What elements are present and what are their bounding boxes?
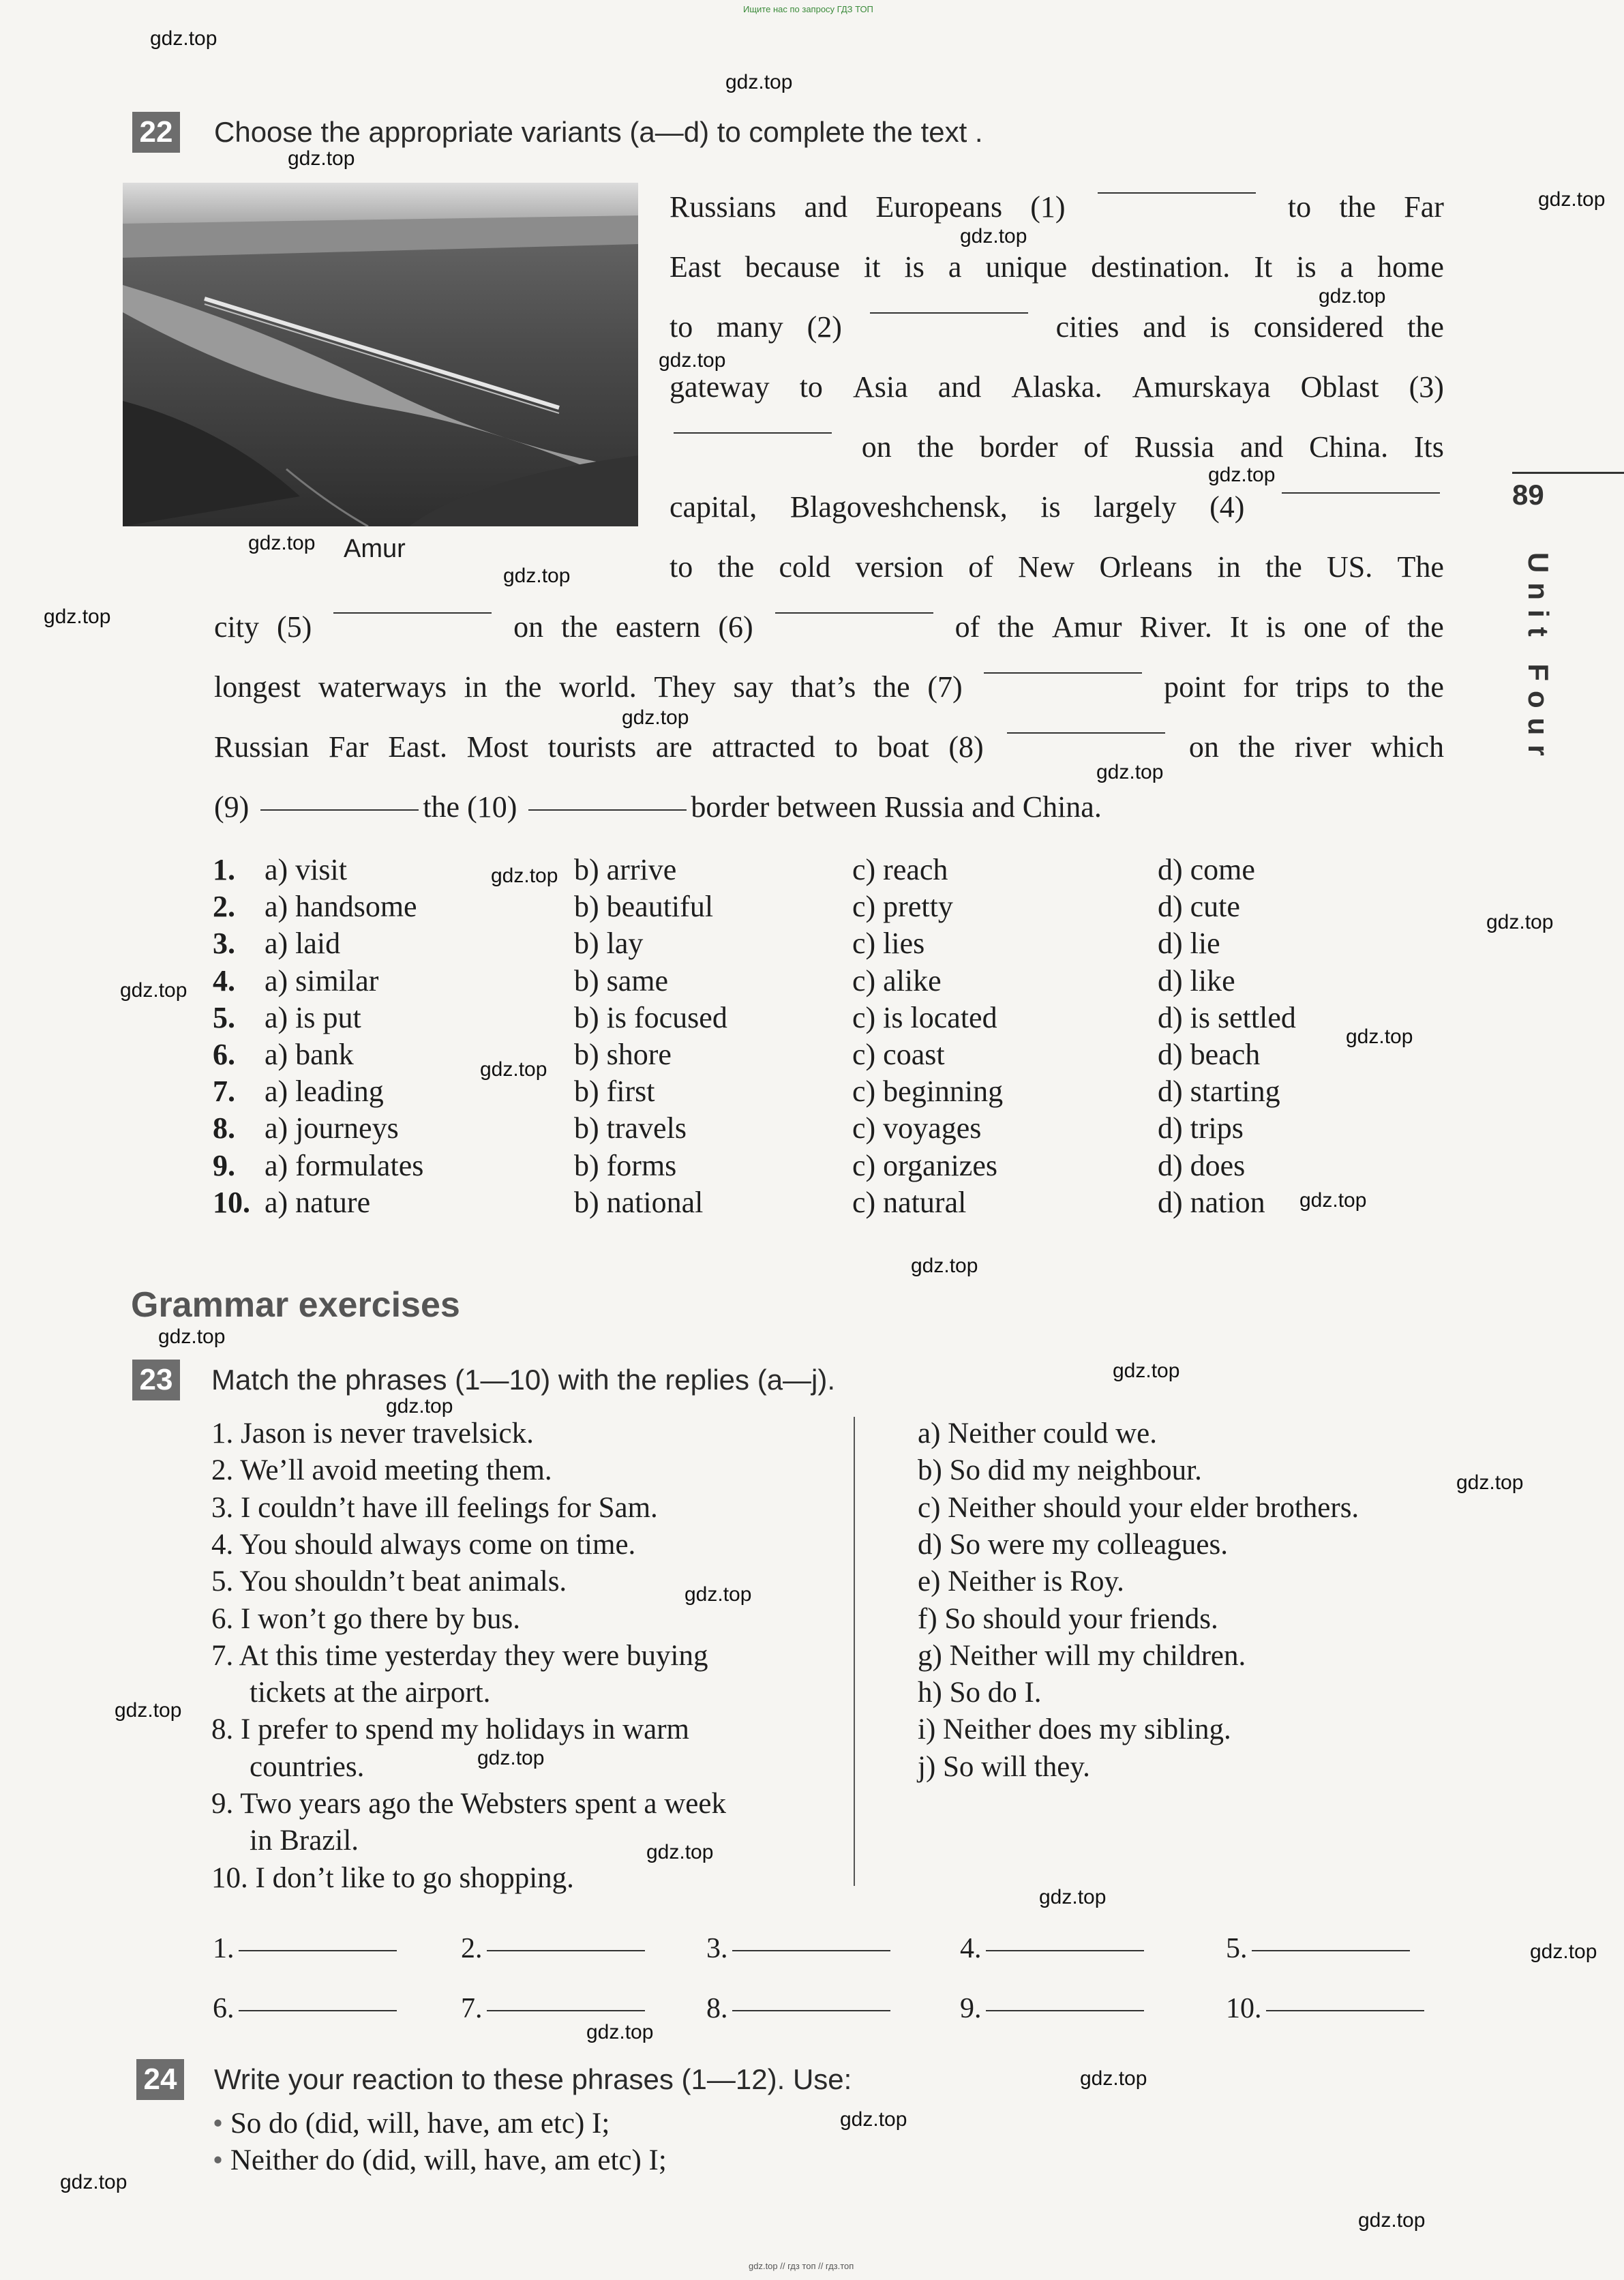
- option-number: 7.: [213, 1075, 235, 1109]
- reply-item: e) Neither is Roy.: [918, 1565, 1124, 1598]
- option-choice[interactable]: c) beginning: [852, 1075, 1004, 1109]
- answer-slot[interactable]: [1226, 1992, 1428, 2025]
- text-word: gateway: [670, 370, 770, 404]
- answer-slot[interactable]: [461, 1992, 649, 2025]
- text-word: is: [1040, 490, 1061, 524]
- text-word: border: [691, 790, 770, 824]
- bullet-text: Neither do (did, will, have, am etc) I;: [230, 2144, 667, 2176]
- text-word: and: [1239, 430, 1284, 464]
- text-word: are: [655, 730, 693, 764]
- text-word: border: [979, 430, 1058, 464]
- text-word: Russia: [1134, 430, 1215, 464]
- text-word: of: [1083, 430, 1109, 464]
- answer-blank[interactable]: [528, 809, 687, 811]
- option-choice[interactable]: b) beautiful: [574, 890, 714, 924]
- text-word: and: [804, 190, 848, 224]
- option-number: 8.: [213, 1111, 235, 1145]
- answer-blank[interactable]: [984, 672, 1142, 674]
- text-word: waterways: [318, 670, 447, 704]
- option-choice[interactable]: a) similar: [265, 963, 379, 997]
- text-word: destination.: [1091, 250, 1231, 284]
- text-word: Orleans: [1099, 550, 1193, 584]
- answer-blank[interactable]: [239, 2010, 397, 2011]
- text-word: tourists: [547, 730, 637, 764]
- watermark: gdz.top: [158, 1325, 226, 1348]
- option-number: 6.: [213, 1038, 235, 1071]
- answer-blank[interactable]: [986, 1950, 1144, 1951]
- text-word: world.: [559, 670, 637, 704]
- watermark: gdz.top: [503, 565, 571, 587]
- phrase-item: 5. You shouldn’t beat animals.: [211, 1565, 567, 1598]
- exercise-23-badge: 23: [132, 1360, 180, 1400]
- watermark: gdz.top: [622, 706, 689, 729]
- text-word: The: [1397, 550, 1444, 584]
- answer-slot[interactable]: [1226, 1932, 1414, 1965]
- answer-blank[interactable]: [986, 2010, 1144, 2011]
- text-word: between: [777, 790, 877, 824]
- text-word: Most: [466, 730, 529, 764]
- watermark: gdz.top: [659, 349, 726, 372]
- watermark: gdz.top: [1319, 285, 1386, 308]
- text-word: which: [1370, 730, 1444, 764]
- text-word: to: [834, 730, 858, 764]
- watermark: gdz.top: [115, 1699, 182, 1722]
- text-word: on: [1188, 730, 1219, 764]
- answer-blank[interactable]: [1007, 732, 1165, 734]
- answer-label: 4.: [960, 1933, 982, 1964]
- text-word: Oblast: [1300, 370, 1379, 404]
- watermark: gdz.top: [960, 225, 1027, 247]
- amur-river-photo: [123, 183, 638, 526]
- text-word: It: [1229, 610, 1248, 644]
- text-word: to: [670, 310, 693, 344]
- text-word: (8): [948, 730, 984, 764]
- watermark: gdz.top: [1346, 1025, 1413, 1048]
- text-word: the: [1238, 730, 1276, 764]
- text-word: the: [717, 550, 755, 584]
- text-word: Far: [1404, 190, 1444, 224]
- page-number-rule: [1512, 472, 1624, 474]
- watermark: gdz.top: [1096, 761, 1164, 783]
- option-number: 1.: [213, 853, 235, 886]
- text-word: Alaska.: [1011, 370, 1102, 404]
- answer-blank[interactable]: [1266, 2010, 1424, 2011]
- exercise-22-badge: 22: [132, 112, 180, 153]
- text-word: They: [654, 670, 716, 704]
- text-word: to: [670, 550, 693, 584]
- watermark: gdz.top: [1358, 2209, 1426, 2232]
- option-choice[interactable]: d) cute: [1158, 890, 1240, 924]
- option-choice[interactable]: a) journeys: [265, 1111, 399, 1145]
- text-word: (7): [927, 670, 963, 704]
- answer-slot[interactable]: [213, 1992, 401, 2025]
- option-choice[interactable]: c) pretty: [852, 890, 953, 924]
- watermark: gdz.top: [44, 605, 111, 628]
- bottom-note: gdz.top // гдз топ // гдз.топ: [749, 2261, 854, 2271]
- watermark: gdz.top: [911, 1255, 978, 1277]
- option-choice[interactable]: d) does: [1158, 1148, 1246, 1182]
- text-word: the: [1339, 190, 1377, 224]
- answer-label: 3.: [706, 1933, 728, 1964]
- watermark: gdz.top: [685, 1583, 752, 1606]
- text-word: eastern: [615, 610, 701, 644]
- top-search-note: Ищите нас по запросу ГДЗ ТОП: [743, 4, 873, 14]
- text-word: version: [855, 550, 944, 584]
- answer-blank[interactable]: [674, 432, 832, 434]
- option-number: 5.: [213, 1000, 235, 1034]
- text-word: of: [1364, 610, 1390, 644]
- grammar-exercises-heading: Grammar exercises: [131, 1285, 460, 1325]
- text-word: because: [745, 250, 841, 284]
- watermark: gdz.top: [1208, 464, 1276, 486]
- text-word: to: [1287, 190, 1312, 224]
- answer-blank[interactable]: [732, 2010, 890, 2011]
- option-choice[interactable]: a) nature: [265, 1185, 371, 1219]
- text-word: the: [1407, 310, 1444, 344]
- watermark: gdz.top: [1039, 1886, 1107, 1908]
- phrase-item: 7. At this time yesterday they were buying: [211, 1639, 708, 1672]
- watermark: gdz.top: [480, 1058, 547, 1081]
- watermark: gdz.top: [586, 2021, 654, 2043]
- answer-slot[interactable]: [461, 1932, 649, 1965]
- text-word: largely: [1094, 490, 1177, 524]
- option-choice[interactable]: d) nation: [1158, 1185, 1265, 1219]
- watermark: gdz.top: [840, 2108, 907, 2131]
- option-choice[interactable]: a) bank: [265, 1038, 354, 1071]
- text-word: considered: [1253, 310, 1384, 344]
- text-word: the: [1407, 610, 1444, 644]
- phrase-item: 3. I couldn’t have ill feelings for Sam.: [211, 1491, 658, 1524]
- text-word: longest: [214, 670, 301, 704]
- text-word: River.: [1139, 610, 1212, 644]
- text-word: the: [505, 670, 542, 704]
- text-word: (2): [807, 310, 842, 344]
- text-word: is: [1296, 250, 1317, 284]
- text-word: the: [1407, 670, 1444, 704]
- text-word: unique: [985, 250, 1068, 284]
- option-choice[interactable]: c) voyages: [852, 1111, 982, 1145]
- text-word: the: [1265, 550, 1302, 584]
- option-number: 9.: [213, 1148, 235, 1182]
- text-word: Russia: [884, 790, 965, 824]
- phrase-item: 2. We’ll avoid meeting them.: [211, 1454, 552, 1487]
- option-choice[interactable]: a) handsome: [265, 890, 417, 924]
- answer-slot[interactable]: [213, 1932, 401, 1965]
- text-word: and: [1143, 310, 1186, 344]
- text-word: is: [1209, 310, 1230, 344]
- option-choice[interactable]: c) alike: [852, 963, 942, 997]
- text-word: East.: [388, 730, 447, 764]
- bullet-item: • Neither do (did, will, have, am etc) I;: [213, 2144, 667, 2176]
- option-choice[interactable]: c) is located: [852, 1000, 997, 1034]
- exercise-23-title: Match the phrases (1—10) with the replies (a—j).: [211, 1364, 836, 1396]
- text-word: is: [904, 250, 924, 284]
- phrase-item: countries.: [250, 1750, 365, 1783]
- bullet-item: • So do (did, will, have, am etc) I;: [213, 2108, 610, 2140]
- text-word: a: [948, 250, 962, 284]
- text-word: Blagoveshchensk,: [790, 490, 1008, 524]
- option-choice[interactable]: a) leading: [265, 1075, 384, 1109]
- answer-blank[interactable]: [870, 312, 1028, 314]
- option-choice[interactable]: b) forms: [574, 1148, 677, 1182]
- watermark: gdz.top: [1538, 188, 1606, 211]
- reply-item: h) So do I.: [918, 1677, 1042, 1709]
- text-word: the: [997, 610, 1034, 644]
- text-word: one: [1303, 610, 1347, 644]
- reply-item: c) Neither should your elder brothers.: [918, 1491, 1359, 1524]
- text-word: the: [423, 790, 460, 824]
- text-word: to: [799, 370, 823, 404]
- text-word: US.: [1327, 550, 1373, 584]
- watermark: gdz.top: [288, 147, 355, 170]
- text-word: (9): [214, 790, 250, 824]
- option-choice[interactable]: d) come: [1158, 853, 1255, 886]
- unit-side-label: Unit Four: [1522, 552, 1554, 766]
- text-line: [670, 372, 1444, 402]
- photo-caption: Amur: [344, 535, 406, 563]
- option-choice[interactable]: d) beach: [1158, 1038, 1261, 1071]
- option-choice[interactable]: d) like: [1158, 963, 1235, 997]
- answer-blank[interactable]: [487, 2010, 645, 2011]
- text-word: city: [214, 610, 259, 644]
- answer-blank[interactable]: [775, 612, 933, 614]
- watermark: gdz.top: [60, 2171, 127, 2193]
- watermark: gdz.top: [1530, 1940, 1597, 1963]
- text-word: Amur: [1051, 610, 1122, 644]
- text-word: and: [972, 790, 1015, 824]
- answer-slot[interactable]: [706, 1992, 894, 2025]
- reply-item: b) So did my neighbour.: [918, 1454, 1202, 1487]
- watermark: gdz.top: [646, 1841, 714, 1863]
- text-line: [214, 792, 1102, 822]
- reply-item: j) So will they.: [918, 1750, 1090, 1783]
- option-choice[interactable]: c) natural: [852, 1185, 967, 1219]
- text-word: China.: [1309, 430, 1389, 464]
- answer-label: 1.: [213, 1933, 235, 1964]
- text-word: on: [861, 430, 892, 464]
- answer-blank[interactable]: [732, 1950, 890, 1951]
- watermark: gdz.top: [386, 1395, 453, 1418]
- text-word: home: [1377, 250, 1444, 284]
- text-line: [214, 612, 1444, 642]
- reply-item: g) Neither will my children.: [918, 1639, 1246, 1672]
- page-number: 89: [1512, 479, 1544, 511]
- text-word: point: [1164, 670, 1226, 704]
- watermark: gdz.top: [1486, 911, 1554, 933]
- text-word: the: [917, 430, 954, 464]
- text-word: of: [968, 550, 993, 584]
- text-line: [670, 432, 1444, 462]
- text-word: boat: [877, 730, 929, 764]
- answer-blank[interactable]: [239, 1950, 397, 1951]
- text-word: Russian: [214, 730, 310, 764]
- watermark: gdz.top: [1299, 1189, 1367, 1212]
- option-number: 10.: [213, 1185, 250, 1219]
- option-choice[interactable]: c) reach: [852, 853, 948, 886]
- reply-item: i) Neither does my sibling.: [918, 1713, 1231, 1746]
- bullet-text: So do (did, will, have, am etc) I;: [230, 2108, 610, 2140]
- text-word: China.: [1022, 790, 1102, 824]
- text-word: for: [1243, 670, 1278, 704]
- text-line: [670, 252, 1444, 282]
- phrase-item: 10. I don’t like to go shopping.: [211, 1861, 574, 1894]
- reply-item: d) So were my colleagues.: [918, 1528, 1228, 1561]
- answer-blank[interactable]: [1282, 492, 1440, 494]
- option-number: 2.: [213, 890, 235, 924]
- option-choice[interactable]: b) arrive: [574, 853, 677, 886]
- phrase-item: 6. I won’t go there by bus.: [211, 1602, 521, 1635]
- answer-label: 7.: [461, 1993, 483, 2024]
- phrase-item: 1. Jason is never travelsick.: [211, 1418, 534, 1450]
- answer-slot[interactable]: [706, 1932, 894, 1965]
- answer-blank[interactable]: [260, 809, 419, 811]
- text-word: (6): [718, 610, 753, 644]
- answer-slot[interactable]: [960, 1932, 1148, 1965]
- text-word: trips: [1295, 670, 1349, 704]
- text-word: on: [513, 610, 544, 644]
- text-word: (5): [276, 610, 312, 644]
- answer-label: 9.: [960, 1993, 982, 2024]
- text-word: a: [1340, 250, 1354, 284]
- text-word: cities: [1055, 310, 1119, 344]
- column-divider: [854, 1417, 855, 1886]
- option-choice[interactable]: a) formulates: [265, 1148, 424, 1182]
- text-word: say: [733, 670, 774, 704]
- text-line: [670, 312, 1444, 342]
- text-word: the: [561, 610, 598, 644]
- option-choice[interactable]: b) is focused: [574, 1000, 727, 1034]
- watermark: gdz.top: [150, 27, 217, 50]
- reply-item: f) So should your friends.: [918, 1602, 1218, 1635]
- option-choice[interactable]: b) shore: [574, 1038, 672, 1071]
- option-choice[interactable]: b) first: [574, 1075, 655, 1109]
- answer-blank[interactable]: [1098, 192, 1256, 194]
- option-number: 4.: [213, 963, 235, 997]
- phrase-item: tickets at the airport.: [250, 1677, 491, 1709]
- text-line: [214, 732, 1444, 762]
- watermark: gdz.top: [725, 71, 793, 93]
- answer-blank[interactable]: [487, 1950, 645, 1951]
- option-number: 3.: [213, 927, 235, 961]
- text-word: the: [873, 670, 910, 704]
- text-line: [670, 192, 1444, 222]
- option-choice[interactable]: d) lie: [1158, 927, 1220, 961]
- answer-slot[interactable]: [960, 1992, 1148, 2025]
- answer-label: 5.: [1226, 1933, 1248, 1964]
- text-word: Europeans: [875, 190, 1003, 224]
- exercise-24-badge: 24: [136, 2059, 184, 2100]
- option-choice[interactable]: d) trips: [1158, 1111, 1244, 1145]
- text-word: Amurskaya: [1132, 370, 1271, 404]
- answer-label: 2.: [461, 1933, 483, 1964]
- text-word: It: [1254, 250, 1273, 284]
- watermark: gdz.top: [1113, 1360, 1180, 1382]
- text-word: in: [464, 670, 487, 704]
- option-choice[interactable]: a) visit: [265, 853, 347, 886]
- option-choice[interactable]: c) organizes: [852, 1148, 997, 1182]
- option-choice[interactable]: d) starting: [1158, 1075, 1280, 1109]
- text-word: New: [1018, 550, 1075, 584]
- phrase-item: 4. You should always come on time.: [211, 1528, 636, 1561]
- text-line: [214, 672, 1444, 702]
- option-choice[interactable]: b) lay: [574, 927, 644, 961]
- text-word: many: [717, 310, 783, 344]
- answer-label: 8.: [706, 1993, 728, 2024]
- text-word: Far: [328, 730, 369, 764]
- phrase-item: in Brazil.: [250, 1825, 359, 1857]
- text-word: of: [954, 610, 980, 644]
- option-choice[interactable]: b) travels: [574, 1111, 687, 1145]
- text-word: (1): [1030, 190, 1066, 224]
- exercise-24-title: Write your reaction to these phrases (1—12). Use:: [214, 2063, 852, 2095]
- watermark: gdz.top: [1080, 2067, 1147, 2090]
- text-word: (10): [467, 790, 517, 824]
- text-word: Russians: [670, 190, 777, 224]
- text-word: is: [1265, 610, 1287, 644]
- exercise-22-title: Choose the appropriate variants (a—d) to complete the text .: [214, 116, 983, 148]
- watermark: gdz.top: [491, 865, 558, 887]
- watermark: gdz.top: [248, 532, 316, 554]
- text-word: that’s: [790, 670, 856, 704]
- answer-label: 10.: [1226, 1993, 1262, 2024]
- text-word: and: [937, 370, 982, 404]
- answer-blank[interactable]: [333, 612, 492, 614]
- text-line: [670, 492, 1444, 522]
- text-word: to: [1366, 670, 1390, 704]
- option-choice[interactable]: c) lies: [852, 927, 925, 961]
- text-word: Its: [1413, 430, 1444, 464]
- reply-item: a) Neither could we.: [918, 1418, 1158, 1450]
- text-word: (3): [1409, 370, 1444, 404]
- option-choice[interactable]: b) national: [574, 1185, 704, 1219]
- text-word: cold: [779, 550, 831, 584]
- option-choice[interactable]: b) same: [574, 963, 669, 997]
- watermark: gdz.top: [477, 1747, 545, 1769]
- answer-label: 6.: [213, 1993, 235, 2024]
- phrase-item: 8. I prefer to spend my holidays in warm: [211, 1713, 689, 1746]
- option-choice[interactable]: a) is put: [265, 1000, 361, 1034]
- option-choice[interactable]: c) coast: [852, 1038, 945, 1071]
- text-word: it: [864, 250, 881, 284]
- option-choice[interactable]: a) laid: [265, 927, 341, 961]
- option-choice[interactable]: d) is settled: [1158, 1000, 1296, 1034]
- text-line: [670, 552, 1444, 582]
- text-word: in: [1217, 550, 1241, 584]
- watermark: gdz.top: [120, 979, 187, 1002]
- text-word: capital,: [670, 490, 757, 524]
- text-word: river: [1294, 730, 1351, 764]
- text-word: Asia: [853, 370, 908, 404]
- text-word: attracted: [712, 730, 815, 764]
- text-word: (4): [1209, 490, 1245, 524]
- answer-blank[interactable]: [1252, 1950, 1410, 1951]
- text-word: East: [670, 250, 721, 284]
- watermark: gdz.top: [1456, 1471, 1524, 1494]
- phrase-item: 9. Two years ago the Websters spent a week: [211, 1788, 726, 1820]
